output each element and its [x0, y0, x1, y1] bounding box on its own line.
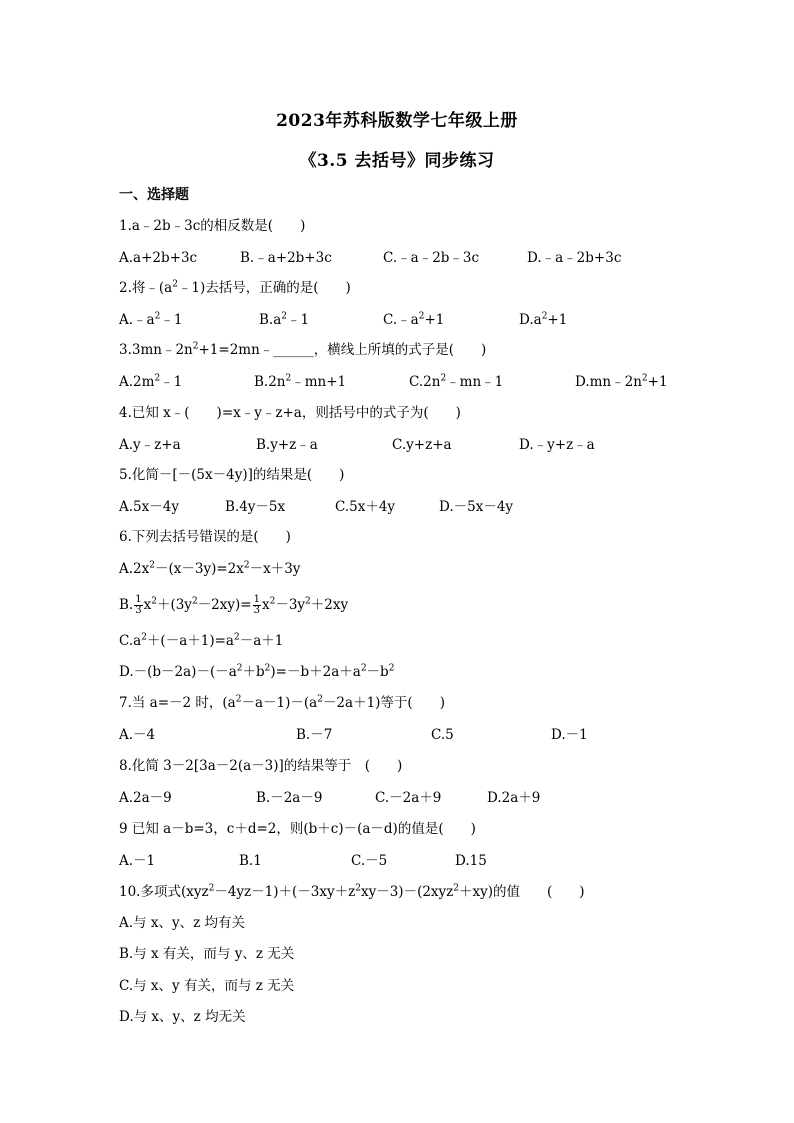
document-title: 2023年苏科版数学七年级上册	[276, 111, 518, 131]
q2-option-c: $C.﹣a^2+1$	[383, 311, 445, 328]
q10-option-b: B.与 x 有关，而与 y、z 无关	[119, 946, 295, 962]
q8-option-a: A.2a－9	[119, 790, 172, 806]
q7-option-b: B.－7	[296, 727, 333, 743]
fraction-one-third-2: $\frac{1}{3}$	[253, 594, 260, 616]
question-2: 2.将$﹣(a^2﹣1)$去括号，正确的是( )	[119, 279, 351, 296]
q2-option-a: $A.﹣a^2﹣1$	[119, 311, 183, 328]
q4-option-a: A.y﹣z+a	[119, 437, 181, 453]
q6-option-a: $A.2x^2-(x-3y)=2x^2-x+3y$	[119, 560, 301, 577]
question-7: 7.当 a=－2 时，$(a^2-a-1)-(a^2-2a+1)$等于( )	[119, 694, 445, 711]
q1-option-b: B.﹣a+2b+3c	[240, 250, 332, 266]
question-6: 6.下列去括号错误的是( )	[119, 529, 291, 545]
q3-option-b: $B.2n^2﹣mn+1$	[254, 373, 347, 390]
question-1: 1.a﹣2b﹣3c的相反数是( )	[119, 218, 306, 234]
q4-option-c: C.y+z+a	[392, 437, 452, 453]
q5-option-a: A.5x－4y	[119, 499, 179, 515]
q7-option-d: D.－1	[551, 727, 588, 743]
q6-option-d: $D.-(b-2a)-(-a^2+b^2)=-b+2a+a^2-b^2$	[119, 663, 395, 680]
q7-option-c: C.5	[431, 727, 454, 743]
q4-option-b: B.y+z﹣a	[256, 437, 318, 453]
q2-option-d: $D.a^2+1$	[519, 311, 568, 328]
q1-option-a: A.a+2b+3c	[119, 250, 198, 266]
question-4: 4.已知 x﹣( )=x﹣y﹣z+a，则括号中的式子为( )	[119, 405, 461, 421]
q5-option-d: D.－5x－4y	[439, 499, 514, 515]
q9-option-d: D.15	[455, 853, 487, 869]
question-10: 10.多项式$(xyz^2-4yz-1)+(-3xy+z^2xy-3)-(2xyz^2+xy)$的值 ( )	[119, 883, 585, 900]
question-5: 5.化简－[－(5x－4y)]的结果是( )	[119, 467, 345, 483]
question-8: 8.化简 3－2[3a－2(a－3)]的结果等于 ( )	[119, 758, 403, 774]
q10-option-d: D.与 x、y、z 均无关	[119, 1009, 246, 1025]
q3-option-a: $A.2m^2﹣1$	[119, 373, 183, 390]
q8-option-b: B.－2a－9	[256, 790, 323, 806]
q8-option-d: D.2a＋9	[487, 790, 541, 806]
q7-option-a: A.－4	[119, 727, 156, 743]
q3-option-c: $C.2n^2﹣mn﹣1$	[409, 373, 504, 390]
document-subtitle: 《3.5 去括号》同步练习	[299, 151, 495, 171]
q6-option-b: B. $\frac{1}{3}$ $x^2+(3y^2-2xy)=$ $\frac{1}{3}$ $x^2-3y^2+2xy$	[119, 594, 349, 616]
q9-option-c: C.－5	[351, 853, 388, 869]
section-heading: 一、选择题	[119, 187, 189, 203]
question-9: 9 已知 a－b=3，c＋d=2，则(b＋c)－(a－d)的值是( )	[119, 821, 476, 837]
fraction-one-third: $\frac{1}{3}$	[135, 594, 142, 616]
question-3: $3.3mn﹣2n^2+1=2mn﹣\_\_\_\_\_\_$，横线上所填的式子是( )	[119, 341, 487, 358]
q3-option-d: $D.mn﹣2n^2+1$	[575, 373, 668, 390]
q5-option-b: B.4y－5x	[225, 499, 286, 515]
q1-option-c: C.﹣a﹣2b﹣3c	[383, 250, 480, 266]
q6-option-c: $C.a^2+(-a+1)=a^2-a+1$	[119, 632, 284, 649]
q10-option-c: C.与 x、y 有关，而与 z 无关	[119, 978, 295, 994]
q5-option-c: C.5x＋4y	[335, 499, 396, 515]
q9-option-b: B.1	[239, 853, 262, 869]
q9-option-a: A.－1	[119, 853, 156, 869]
q1-option-d: D.﹣a﹣2b+3c	[527, 250, 622, 266]
q10-option-a: A.与 x、y、z 均有关	[119, 915, 245, 931]
q2-option-b: $B.a^2﹣1$	[259, 311, 310, 328]
q8-option-c: C.－2a＋9	[375, 790, 442, 806]
q4-option-d: D.﹣y+z﹣a	[519, 437, 595, 453]
